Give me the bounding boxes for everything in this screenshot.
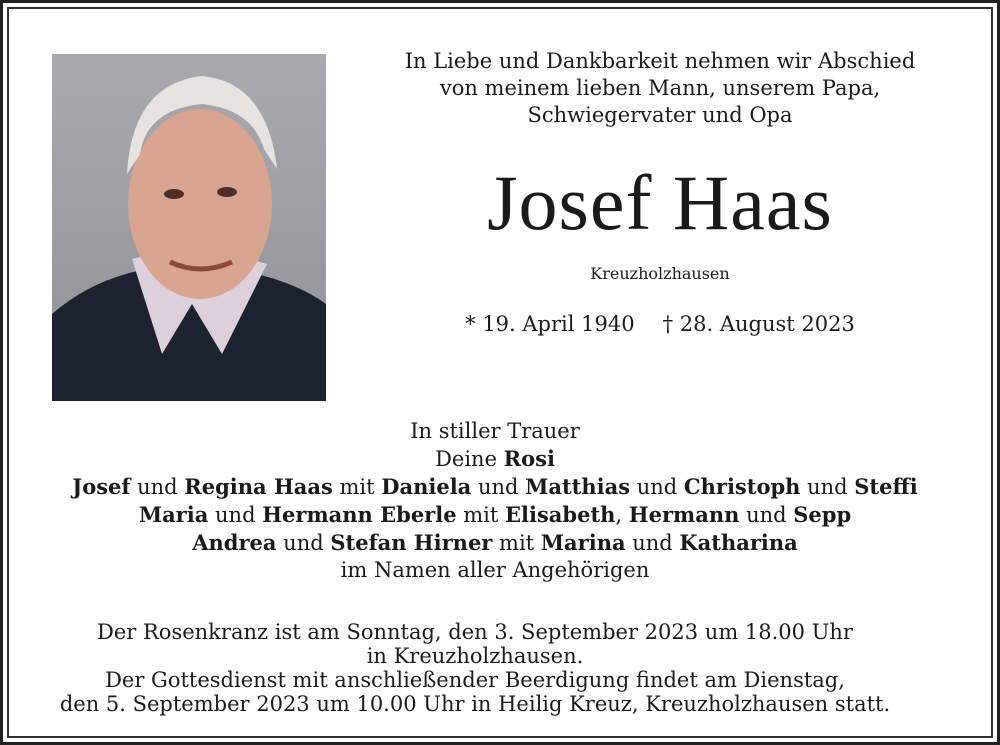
connector: und bbox=[625, 531, 680, 555]
service-line: Der Rosenkranz ist am Sonntag, den 3. September 2023 um 18.00 Uhr bbox=[97, 620, 853, 644]
intro-line: In Liebe und Dankbarkeit nehmen wir Abschied bbox=[404, 49, 916, 73]
death-date: † 28. August 2023 bbox=[662, 312, 855, 336]
intro-line: Schwiegervater und Opa bbox=[527, 103, 793, 127]
family-line bbox=[0, 473, 990, 501]
spouse-prefix: Deine bbox=[435, 447, 504, 471]
family-name: Regina Haas bbox=[184, 474, 333, 499]
mourning-intro: In stiller Trauer bbox=[410, 419, 580, 443]
family-name: Sepp bbox=[793, 502, 852, 527]
family-name: Daniela bbox=[381, 474, 472, 499]
connector: und bbox=[800, 475, 855, 499]
family-name: Hermann bbox=[628, 502, 740, 527]
mourners bbox=[0, 418, 990, 584]
family-name: Stefan Hirner bbox=[330, 530, 493, 555]
connector: und bbox=[208, 503, 263, 527]
connector: mit bbox=[332, 475, 382, 499]
family-name: Andrea bbox=[192, 530, 277, 555]
service-line: Der Gottesdienst mit anschließender Beerdigung findet am Dienstag, bbox=[105, 668, 845, 692]
family-name: Steffi bbox=[854, 474, 918, 499]
birth-date: * 19. April 1940 bbox=[465, 312, 635, 336]
connector: , bbox=[615, 503, 629, 527]
spouse-line bbox=[0, 445, 990, 473]
connector: und bbox=[739, 503, 794, 527]
family-name: Elisabeth bbox=[505, 502, 616, 527]
service-line: den 5. September 2023 um 10.00 Uhr in Heilig Kreuz, Kreuzholzhausen statt. bbox=[59, 692, 891, 716]
connector: mit bbox=[492, 531, 541, 555]
family-name: Katharina bbox=[679, 530, 798, 555]
family-name: Hermann Eberle bbox=[262, 502, 457, 527]
family-line bbox=[0, 501, 990, 529]
intro-text bbox=[330, 48, 990, 129]
hometown: Kreuzholzhausen bbox=[590, 264, 730, 283]
family-name: Josef bbox=[72, 474, 131, 499]
service-info bbox=[0, 620, 950, 716]
connector: und bbox=[471, 475, 526, 499]
family-line bbox=[0, 529, 990, 557]
spouse-name: Rosi bbox=[503, 446, 555, 471]
connector: und bbox=[276, 531, 331, 555]
family-name: Matthias bbox=[525, 474, 631, 499]
connector: mit bbox=[456, 503, 506, 527]
portrait-photo bbox=[52, 54, 326, 401]
deceased-name: Josef Haas bbox=[487, 159, 833, 246]
connector: und bbox=[130, 475, 185, 499]
family-name: Christoph bbox=[683, 474, 801, 499]
service-line: in Kreuzholzhausen. bbox=[366, 644, 584, 668]
intro-line: von meinem lieben Mann, unserem Papa, bbox=[439, 76, 881, 100]
connector: und bbox=[630, 475, 684, 499]
life-dates bbox=[330, 312, 990, 336]
family-name: Marina bbox=[540, 530, 626, 555]
closing-line: im Namen aller Angehörigen bbox=[340, 558, 650, 582]
family-name: Maria bbox=[138, 502, 209, 527]
